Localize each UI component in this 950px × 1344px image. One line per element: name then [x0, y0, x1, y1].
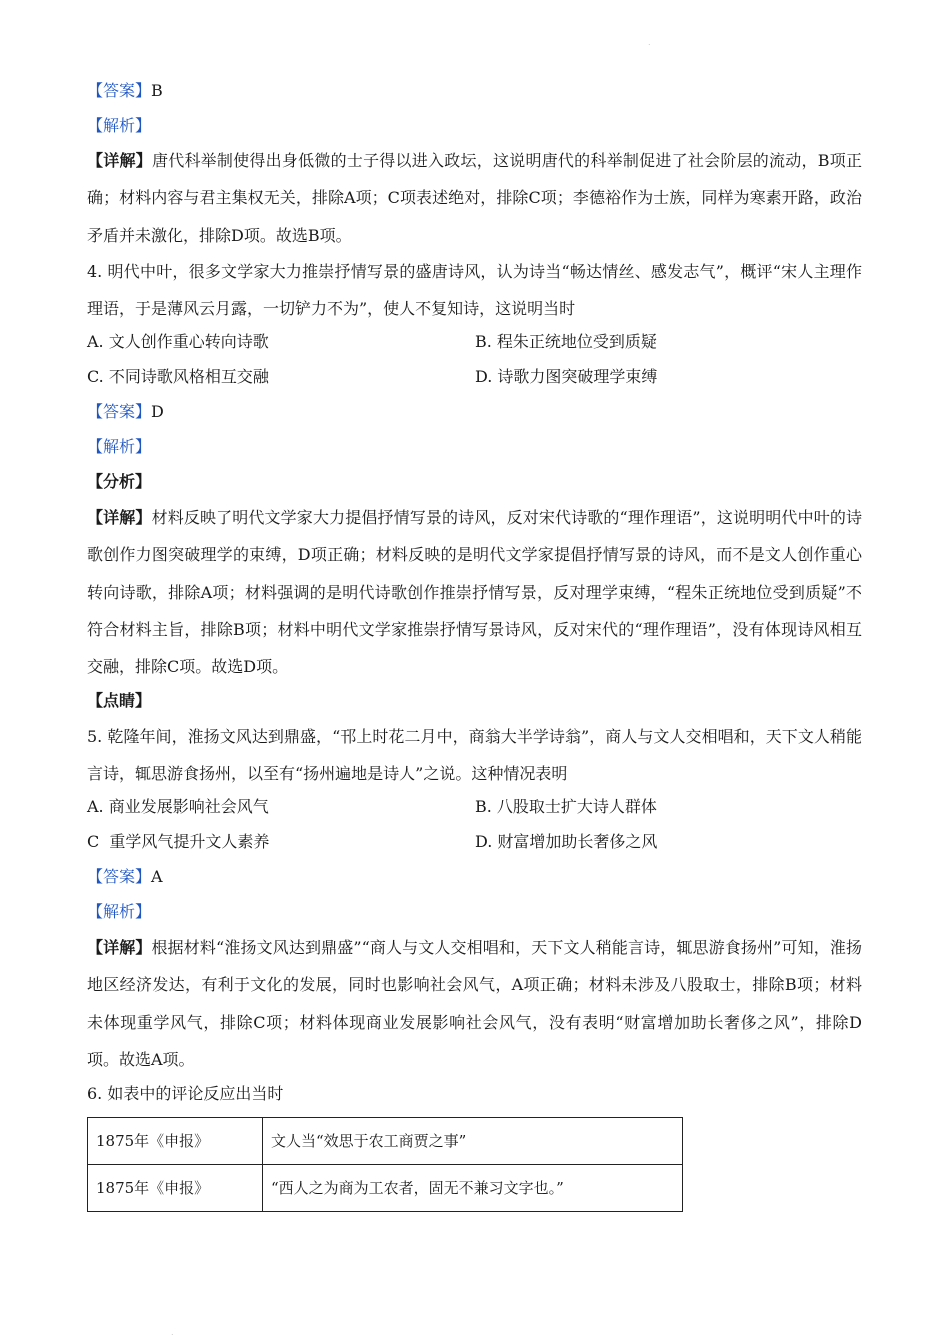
table-cell-source: 1875年《申报》	[88, 1118, 263, 1165]
q4-answer	[87, 402, 164, 422]
analysis-tag: 【解析】	[87, 902, 152, 921]
answer-tag: 【答案】	[87, 867, 152, 886]
detail-text: 唐代科举制使得出身低微的士子得以进入政坛，这说明唐代的科举制促进了社会阶层的流动，B项正确；材料内容与君主集权无关，排除A项；C项表述绝对，排除C项；李德裕作为士族，同样为寒素开路，政治矛盾并未激化，排除D项。故选B项。	[87, 151, 862, 245]
q4-option-b: B. 程朱正统地位受到质疑	[475, 332, 657, 351]
q5-detail	[87, 929, 862, 1078]
detail-tag: 【详解】	[87, 151, 152, 170]
dianjing-tag: 【点睛】	[87, 691, 152, 710]
q5-option-a: A. 商业发展影响社会风气	[87, 797, 269, 816]
q3-analysis	[87, 116, 151, 136]
detail-text: 材料反映了明代文学家大力提倡抒情写景的诗风，反对宋代诗歌的“理作理语”，这说明明代中叶的诗歌创作力图突破理学的束缚，D项正确；材料反映的是明代文学家提倡抒情写景的诗风，而不是文人创作重心转向诗歌，排除A项；材料强调的是明代诗歌创作推崇抒情写景，反对理学束缚，“程朱正统地位受到质疑”不符合材料主旨，排除B项；材料中明代文学家推崇抒情写景诗风，反对宋代的“理作理语”，没有体现诗风相互交融，排除C项。故选D项。	[87, 508, 862, 677]
q4-fenxi	[87, 472, 151, 492]
answer-tag: 【答案】	[87, 81, 152, 100]
q4-stem: 4. 明代中叶，很多文学家大力推崇抒情写景的盛唐诗风，认为诗当“畅达情丝、感发志气”，概评“宋人主理作理语，于是薄风云月露，一切铲力不为”，使人不复知诗，这说明当时	[87, 262, 862, 319]
q3-answer	[87, 81, 163, 101]
q4-analysis	[87, 437, 151, 457]
q5-option-b: B. 八股取士扩大诗人群体	[475, 797, 657, 816]
answer-value: B	[151, 81, 163, 100]
q5-analysis	[87, 902, 151, 922]
scan-speck: .	[171, 1328, 174, 1337]
q6-stem: 6. 如表中的评论反应出当时	[87, 1084, 284, 1103]
table-cell-comment: 文人当“效思于农工商贾之事”	[263, 1118, 683, 1165]
answer-tag: 【答案】	[87, 402, 152, 421]
analysis-tag: 【解析】	[87, 437, 152, 456]
q5-stem: 5. 乾隆年间，淮扬文风达到鼎盛，“邗上时花二月中，商翁大半学诗翁”，商人与文人交相唱和，天下文人稍能言诗，辄思游食扬州，以至有“扬州遍地是诗人”之说。这种情况表明	[87, 727, 862, 784]
q5-answer	[87, 867, 163, 887]
q4-option-c: C. 不同诗歌风格相互交融	[87, 367, 269, 386]
q6-table	[87, 1117, 683, 1212]
scan-speck: .	[648, 38, 651, 47]
q3-detail	[87, 142, 862, 254]
analysis-tag: 【解析】	[87, 116, 152, 135]
q4-option-a: A. 文人创作重心转向诗歌	[87, 332, 269, 351]
answer-value: A	[151, 867, 163, 886]
table-row	[88, 1118, 683, 1165]
q5-option-d: D. 财富增加助长奢侈之风	[475, 832, 658, 851]
detail-tag: 【详解】	[87, 938, 152, 957]
detail-text: 根据材料“淮扬文风达到鼎盛”“商人与文人交相唱和，天下文人稍能言诗，辄思游食扬州”可知，淮扬地区经济发达，有利于文化的发展，同时也影响社会风气，A项正确；材料未涉及八股取士，排除B项；材料未体现重学风气，排除C项；材料体现商业发展影响社会风气，没有表明“财富增加助长奢侈之风”，排除D项。故选A项。	[87, 938, 862, 1069]
q5-option-c: C 重学风气提升文人素养	[87, 832, 270, 851]
detail-tag: 【详解】	[87, 508, 152, 527]
table-cell-source: 1875年《申报》	[88, 1165, 263, 1212]
fenxi-tag: 【分析】	[87, 472, 152, 491]
q4-detail	[87, 499, 862, 685]
q4-dianjing	[87, 691, 151, 711]
answer-value: D	[151, 402, 164, 421]
table-row	[88, 1165, 683, 1212]
table-cell-comment: “西人之为商为工农者，固无不兼习文字也。”	[263, 1165, 683, 1212]
q4-option-d: D. 诗歌力图突破理学束缚	[475, 367, 658, 386]
